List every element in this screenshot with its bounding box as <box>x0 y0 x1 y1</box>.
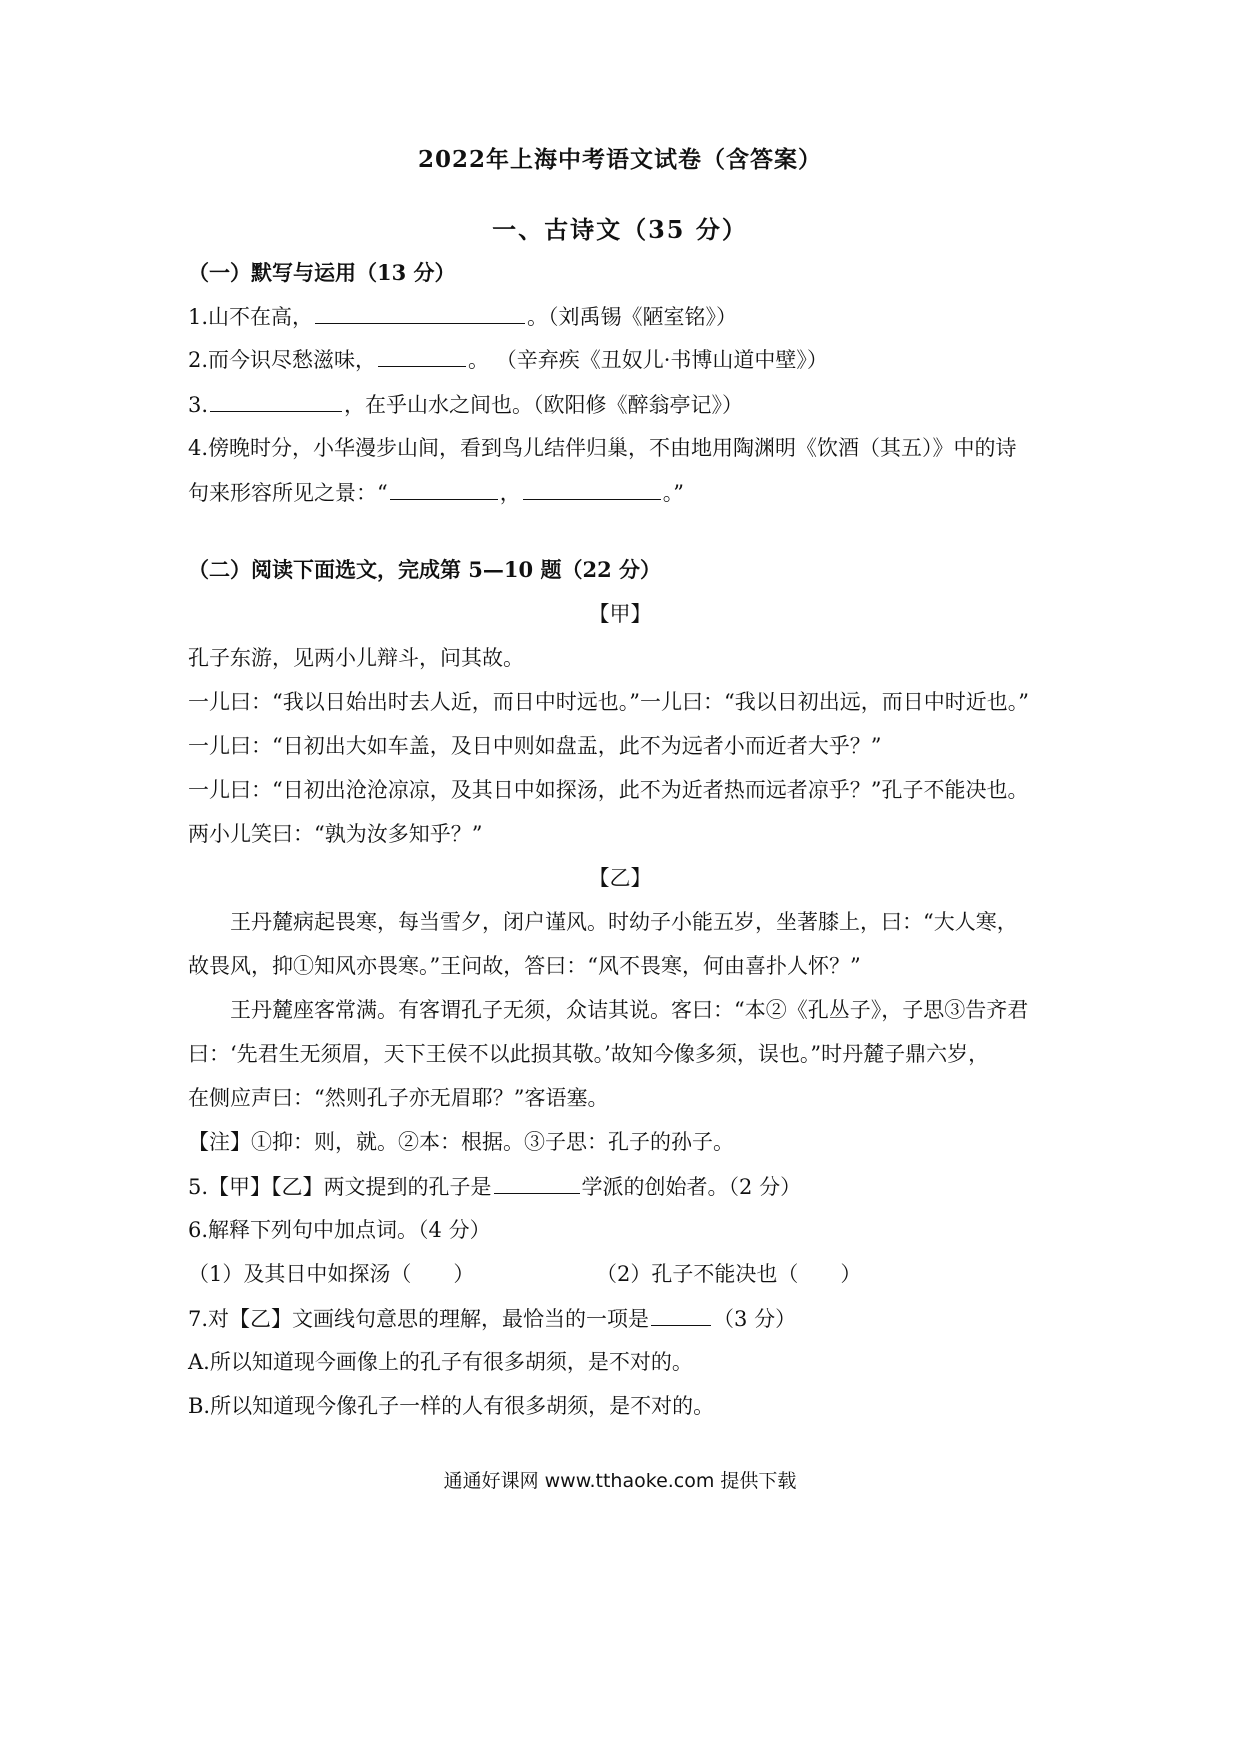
q7-option-a[interactable]: A.所以知道现今画像上的孔子有很多胡须，是不对的。 <box>188 1350 693 1374</box>
q2-text-after: 。 （辛弃疾《丑奴儿·书博山道中壁》） <box>468 348 828 372</box>
q7-option-b[interactable]: B.所以知道现今像孔子一样的人有很多胡须，是不对的。 <box>188 1394 715 1418</box>
text-a-sentence: 孔子东游，见两小儿辩斗，问其故。 <box>188 646 524 670</box>
q4-text-before: 句来形容所见之景：“ <box>188 481 388 505</box>
q5-answer-blank[interactable] <box>494 1171 580 1194</box>
part-2-title: （二）阅读下面选文，完成第 5—10 题（22 分） <box>188 557 661 582</box>
q6-stem: 6.解释下列句中加点词。（4 分） <box>188 1218 491 1242</box>
q4-stem: 4.傍晚时分，小华漫步山间，看到鸟儿结伴归巢，不由地用陶渊明《饮酒（其五）》中的诗 <box>188 436 1017 460</box>
text-a-sentence: 一儿曰：“我以日始出时去人近，而日中时远也。”一儿曰：“我以日初出远，而日中时近也。” <box>188 690 1029 714</box>
q4-answer-blank-1[interactable] <box>390 477 498 500</box>
text-a-sentence: 一儿曰：“日初出沧沧凉凉，及其日中如探汤，此不为近者热而远者凉乎？”孔子不能决也。 <box>188 778 1029 802</box>
q4-answer-blank-2[interactable] <box>523 477 661 500</box>
text-b-sentence: 故畏风，抑①知风亦畏寒。”王问故，答曰：“风不畏寒，何由喜扑人怀？” <box>188 954 861 978</box>
q2-answer-blank[interactable] <box>378 344 466 367</box>
q1-answer-blank[interactable] <box>315 301 525 324</box>
part-1-title: （一）默写与运用（13 分） <box>188 260 456 285</box>
text-b-sentence: 曰：‘先君生无须眉，天下王侯不以此损其敬。’故知今像多须，误也。”时丹麓子鼎六岁， <box>188 1042 990 1066</box>
q7-answer-blank[interactable] <box>651 1303 711 1326</box>
note-text: 【注】①抑：则，就。②本：根据。③子思：孔子的孙子。 <box>188 1130 734 1154</box>
text-a-sentence: 两小儿笑曰：“孰为汝多知乎？” <box>188 822 483 846</box>
text-a-label: 【甲】 <box>588 602 652 626</box>
text-b-sentence: 王丹麓病起畏寒，每当雪夕，闭户谨风。时幼子小能五岁，坐著膝上，曰：“大人寒， <box>230 910 1018 934</box>
text-a-sentence: 一儿曰：“日初出大如车盖，及日中则如盘盂，此不为远者小而近者大乎？” <box>188 734 882 758</box>
document-title: 2022年上海中考语文试卷（含答案） <box>417 146 822 173</box>
text-b-sentence: 在侧应声曰：“然则孔子亦无眉耶？”客语塞。 <box>188 1086 609 1110</box>
q3-answer-blank[interactable] <box>210 389 342 412</box>
q3-text-after: ，在乎山水之间也。（欧阳修《醉翁亭记》） <box>344 393 744 417</box>
section-1-title: 一、古诗文（35 分） <box>492 215 748 244</box>
q1-text-before: 1.山不在高， <box>188 305 314 329</box>
q1-text-after: 。（刘禹锡《陋室铭》） <box>527 305 738 329</box>
q4-text-mid: ， <box>499 481 521 505</box>
q3-text-before: 3. <box>188 393 209 417</box>
q5-text-after: 学派的创始者。（2 分） <box>581 1175 802 1199</box>
q7-text-after: （3 分） <box>713 1307 797 1331</box>
page-footer: 通通好课网 www.tthaoke.com 提供下载 <box>443 1470 797 1492</box>
q6-item-2[interactable]: （2）孔子不能决也（ ） <box>596 1262 862 1286</box>
q6-item-1[interactable]: （1）及其日中如探汤（ ） <box>188 1262 475 1286</box>
text-b-label: 【乙】 <box>588 866 652 890</box>
q7-text-before: 7.对【乙】文画线句意思的理解，最恰当的一项是 <box>188 1307 650 1331</box>
q5-text-before: 5.【甲】【乙】两文提到的孔子是 <box>188 1175 492 1199</box>
q2-text-before: 2.而今识尽愁滋味， <box>188 348 377 372</box>
q4-text-after: 。” <box>662 481 684 505</box>
text-b-sentence: 王丹麓座客常满。有客谓孔子无须，众诘其说。客曰：“本②《孔丛子》，子思③告齐君 <box>230 998 1029 1022</box>
